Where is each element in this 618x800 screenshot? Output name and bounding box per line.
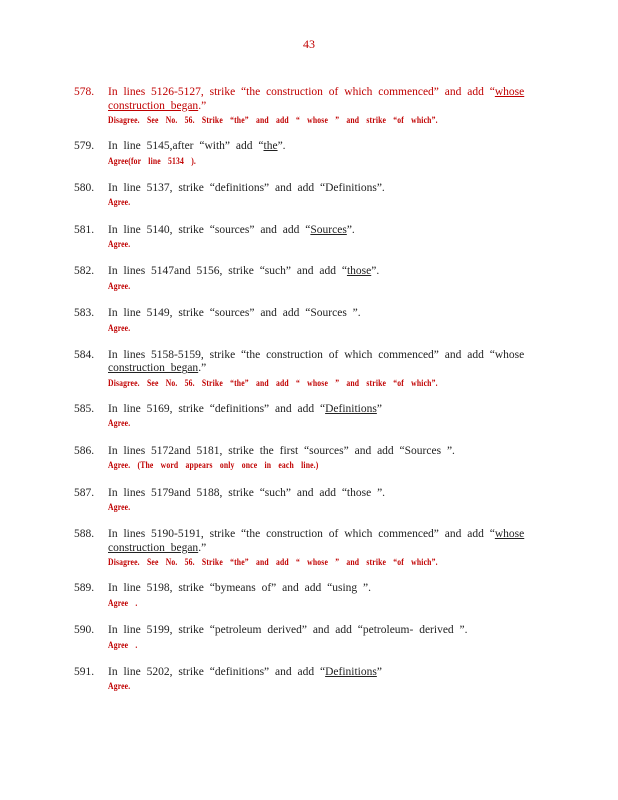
amendment-instruction: In line 5199, strike “petroleum derived” and add “petroleum- derived ”. — [108, 624, 468, 637]
amendment-closing: .” — [198, 541, 207, 554]
amendment-underlined: Definitions — [325, 665, 377, 678]
amendment-text — [108, 624, 528, 652]
amendment-instruction: In lines 5179and 5188, strike “such” and add “those ”. — [108, 486, 386, 499]
response-note: Agree. — [108, 418, 131, 429]
amendment-instruction: In line 5140, strike “sources” and add “ — [108, 223, 311, 236]
response-note: Agree . — [108, 639, 138, 650]
amendment-item — [0, 624, 618, 666]
amendment-text — [108, 140, 528, 168]
response-note: Agree. — [108, 502, 131, 513]
response-note: Agree. (The word appears only once in each line.) — [108, 460, 319, 471]
amendment-text — [108, 265, 528, 293]
amendment-instruction: In line 5137, strike “definitions” and add “Definitions”. — [108, 181, 385, 194]
item-number: 585. — [74, 402, 95, 415]
amendment-closing: ” — [376, 402, 382, 415]
amendment-closing: ”. — [371, 265, 380, 278]
item-number: 581. — [74, 223, 95, 236]
amendment-item — [0, 224, 618, 266]
response-note: Disagree. See No. 56. Strike “the” and add “ whose ” and strike “of which”. — [108, 557, 438, 568]
amendment-underlined: the — [263, 140, 278, 152]
item-number: 586. — [74, 444, 95, 457]
response-note: Agree. — [108, 322, 131, 333]
response-note: Agree. — [108, 239, 131, 250]
item-number: 590. — [74, 624, 95, 637]
amendment-item — [0, 528, 618, 582]
amendment-text — [108, 666, 528, 694]
response-note: Disagree. See No. 56. Strike “the” and add “ whose ” and strike “of which”. — [108, 377, 438, 388]
amendment-item — [0, 307, 618, 349]
item-number: 587. — [74, 486, 95, 499]
item-number: 580. — [74, 181, 95, 194]
amendment-text — [108, 403, 528, 431]
amendment-closing: .” — [198, 362, 207, 375]
item-number: 583. — [74, 307, 95, 320]
amendment-instruction: In lines 5172and 5181, strike the first “sources” and add “Sources ”. — [108, 444, 455, 457]
amendment-instruction: In line 5145,after “with” add “ — [108, 140, 264, 152]
amendment-item — [0, 445, 618, 487]
amendment-instruction: In lines 5147and 5156, strike “such” and add “ — [108, 265, 347, 278]
amendment-instruction: In lines 5190-5191, strike “the construction of which commenced” and add “ — [108, 528, 495, 541]
item-number: 579. — [74, 140, 95, 152]
response-note: Agree . — [108, 597, 138, 608]
response-note: Agree. — [108, 280, 131, 291]
amendment-item — [0, 140, 618, 182]
amendment-text — [108, 182, 528, 210]
response-note: Agree. — [108, 197, 131, 208]
amendment-instruction: In line 5202, strike “definitions” and add “ — [108, 665, 326, 678]
amendment-closing: .” — [198, 99, 207, 112]
amendment-underlined: those — [346, 265, 372, 278]
amendment-item — [0, 666, 618, 708]
amendment-underlined: Sources — [310, 223, 347, 236]
amendment-item — [0, 582, 618, 624]
response-note: Agree(for line 5134 ). — [108, 155, 197, 166]
amendment-text — [108, 582, 528, 610]
amendment-closing: ” — [376, 665, 382, 678]
amendment-text — [108, 224, 528, 252]
amendment-item — [0, 349, 618, 403]
amendment-item — [0, 182, 618, 224]
amendment-text — [108, 487, 528, 515]
amendment-item — [0, 487, 618, 529]
amendment-instruction: In lines 5158-5159, strike “the construction of which commenced” and add “whose — [108, 348, 525, 361]
item-number: 582. — [74, 265, 95, 278]
item-number: 591. — [74, 665, 95, 678]
amendment-text — [108, 86, 528, 128]
amendment-instruction: In lines 5126-5127, strike “the construction of which commenced” and add “ — [108, 86, 495, 98]
amendment-text — [108, 528, 528, 570]
item-number: 578. — [74, 86, 95, 98]
amendment-item — [0, 86, 618, 140]
response-note: Agree. — [108, 681, 131, 692]
amendment-text — [108, 445, 528, 473]
amendment-text — [108, 307, 528, 335]
amendment-underlined: Definitions — [325, 402, 377, 415]
amendment-item — [0, 265, 618, 307]
item-number: 589. — [74, 582, 95, 595]
amendment-list — [0, 86, 618, 708]
response-note: Disagree. See No. 56. Strike “the” and add “ whose ” and strike “of which”. — [108, 115, 438, 125]
amendment-instruction: In line 5169, strike “definitions” and add “ — [108, 402, 326, 415]
item-number: 584. — [74, 348, 95, 361]
amendment-closing: ”. — [277, 140, 286, 152]
item-number: 588. — [74, 528, 95, 541]
page-number: 43 — [303, 37, 315, 51]
amendment-closing: ”. — [346, 223, 355, 236]
amendment-instruction: In line 5149, strike “sources” and add “Sources ”. — [108, 307, 361, 320]
amendment-underlined: construction began — [108, 362, 199, 375]
amendment-underlined: whose construction began — [108, 528, 525, 554]
amendment-text — [108, 349, 528, 391]
amendment-item — [0, 403, 618, 445]
amendment-instruction: In line 5198, strike “bymeans of” and add “using ”. — [108, 582, 372, 595]
amendment-underlined: whose construction began — [108, 86, 525, 112]
